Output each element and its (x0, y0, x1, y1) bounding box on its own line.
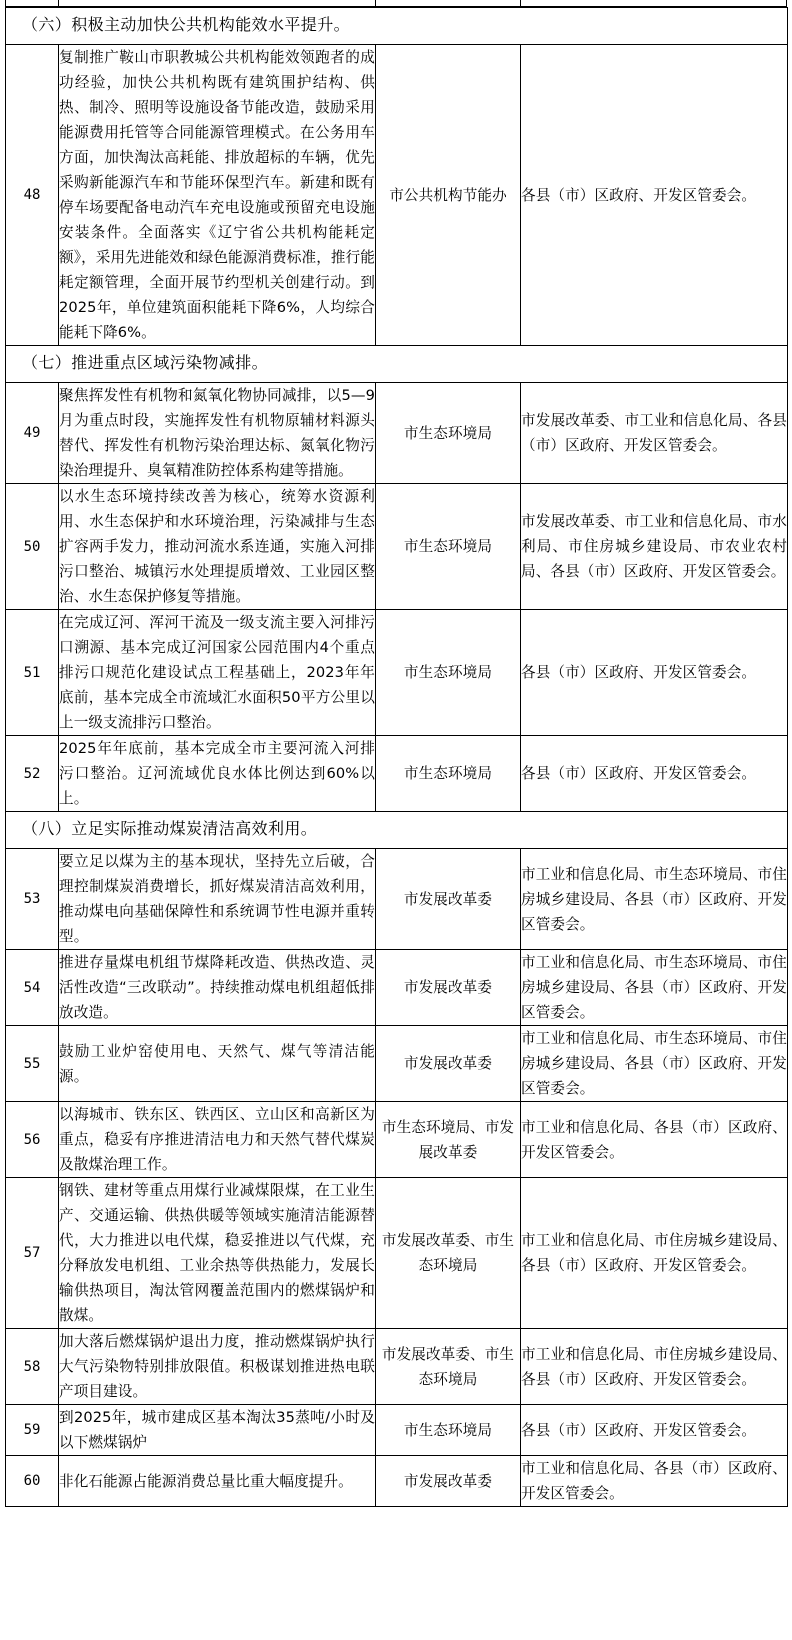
section-title: （七）推进重点区域污染物减排。 (22, 355, 269, 372)
table-row (6, 1026, 788, 1102)
row-number: 48 (6, 45, 59, 346)
table-row (6, 1178, 788, 1329)
table-row (6, 484, 788, 610)
table-row (6, 1405, 788, 1456)
row-task: 以海城市、铁东区、铁西区、立山区和高新区为重点，稳妥有序推进清洁电力和天然气替代煤炭及散煤治理工作。 (59, 1102, 376, 1178)
row-task: 要立足以煤为主的基本现状，坚持先立后破，合理控制煤炭消费增长，抓好煤炭清洁高效利用，推动煤电向基础保障性和系统调节性电源并重转型。 (59, 849, 376, 950)
table-row (6, 1456, 788, 1507)
table-row (6, 1102, 788, 1178)
row-number: 53 (6, 849, 59, 950)
table-row (6, 45, 788, 346)
row-task: 以水生态环境持续改善为核心，统筹水资源利用、水生态保护和水环境治理，污染减排与生态扩容两手发力，推动河流水系连通，实施入河排污口整治、城镇污水处理提质增效、工业园区整治、水生态保护修复等措施。 (59, 484, 376, 610)
row-coop-unit: 各县（市）区政府、开发区管委会。 (521, 1405, 788, 1456)
row-lead-unit: 市生态环境局 (376, 484, 521, 610)
row-task: 非化石能源占能源消费总量比重大幅度提升。 (59, 1456, 376, 1507)
section-header-row (6, 346, 788, 383)
row-coop-unit: 市工业和信息化局、市生态环境局、市住房城乡建设局、各县（市）区政府、开发区管委会。 (521, 950, 788, 1026)
task-table-body (6, 8, 788, 1507)
row-number: 60 (6, 1456, 59, 1507)
row-number: 56 (6, 1102, 59, 1178)
section-title: （八）立足实际推动煤炭清洁高效利用。 (22, 821, 318, 838)
row-number: 54 (6, 950, 59, 1026)
row-coop-unit: 市发展改革委、市工业和信息化局、各县（市）区政府、开发区管委会。 (521, 383, 788, 484)
table-row (6, 1329, 788, 1405)
row-lead-unit: 市发展改革委、市生态环境局 (376, 1178, 521, 1329)
row-lead-unit: 市生态环境局 (376, 736, 521, 812)
row-lead-unit: 市生态环境局、市发展改革委 (376, 1102, 521, 1178)
row-coop-unit: 市工业和信息化局、各县（市）区政府、开发区管委会。 (521, 1456, 788, 1507)
row-coop-unit: 市工业和信息化局、市生态环境局、市住房城乡建设局、各县（市）区政府、开发区管委会。 (521, 1026, 788, 1102)
row-number: 50 (6, 484, 59, 610)
row-lead-unit: 市公共机构节能办 (376, 45, 521, 346)
section-header-cell (6, 812, 788, 849)
row-coop-unit: 市工业和信息化局、各县（市）区政府、开发区管委会。 (521, 1102, 788, 1178)
section-header-cell (6, 346, 788, 383)
row-lead-unit: 市生态环境局 (376, 383, 521, 484)
table-row (6, 383, 788, 484)
section-header-row (6, 812, 788, 849)
row-lead-unit: 市生态环境局 (376, 1405, 521, 1456)
row-number: 49 (6, 383, 59, 484)
row-coop-unit: 市发展改革委、市工业和信息化局、市水利局、市住房城乡建设局、市农业农村局、各县（市）区政府、开发区管委会。 (521, 484, 788, 610)
row-lead-unit: 市发展改革委 (376, 849, 521, 950)
row-lead-unit: 市生态环境局 (376, 610, 521, 736)
row-lead-unit: 市发展改革委 (376, 950, 521, 1026)
row-task: 聚焦挥发性有机物和氮氧化物协同减排，以5—9月为重点时段，实施挥发性有机物原辅材料源头替代、挥发性有机物污染治理达标、氮氧化物污染治理提升、臭氧精准防控体系构建等措施。 (59, 383, 376, 484)
section-title: （六）积极主动加快公共机构能效水平提升。 (22, 17, 351, 34)
row-number: 51 (6, 610, 59, 736)
table-row (6, 950, 788, 1026)
section-header-cell (6, 8, 788, 45)
row-lead-unit: 市发展改革委 (376, 1456, 521, 1507)
row-task: 推进存量煤电机组节煤降耗改造、供热改造、灵活性改造“三改联动”。持续推动煤电机组超低排放改造。 (59, 950, 376, 1026)
row-coop-unit: 市工业和信息化局、市住房城乡建设局、各县（市）区政府、开发区管委会。 (521, 1329, 788, 1405)
clipped-previous-row (5, 0, 787, 7)
row-coop-unit: 各县（市）区政府、开发区管委会。 (521, 45, 788, 346)
row-task: 鼓励工业炉窑使用电、天然气、煤气等清洁能源。 (59, 1026, 376, 1102)
row-coop-unit: 各县（市）区政府、开发区管委会。 (521, 736, 788, 812)
row-task: 到2025年，城市建成区基本淘汰35蒸吨/小时及以下燃煤锅炉 (59, 1405, 376, 1456)
row-coop-unit: 各县（市）区政府、开发区管委会。 (521, 610, 788, 736)
section-header-row (6, 8, 788, 45)
row-coop-unit: 市工业和信息化局、市生态环境局、市住房城乡建设局、各县（市）区政府、开发区管委会。 (521, 849, 788, 950)
row-lead-unit: 市发展改革委、市生态环境局 (376, 1329, 521, 1405)
row-task: 复制推广鞍山市职教城公共机构能效领跑者的成功经验，加快公共机构既有建筑围护结构、供热、制冷、照明等设施设备节能改造，鼓励采用能源费用托管等合同能源管理模式。在公务用车方面，加快淘汰高耗能、排放超标的车辆，优先采购新能源汽车和节能环保型汽车。新建和既有停车场要配备电动汽车充电设施或预留充电设施安装条件。全面落实《辽宁省公共机构能耗定额》，采用先进能效和绿色能源消费标准，推行能耗定额管理，全面开展节约型机关创建行动。到2025年，单位建筑面积能耗下降6%，人均综合能耗下降6%。 (59, 45, 376, 346)
row-lead-unit: 市发展改革委 (376, 1026, 521, 1102)
row-coop-unit: 市工业和信息化局、市住房城乡建设局、各县（市）区政府、开发区管委会。 (521, 1178, 788, 1329)
row-task: 2025年年底前，基本完成全市主要河流入河排污口整治。辽河流域优良水体比例达到60%以上。 (59, 736, 376, 812)
row-task: 钢铁、建材等重点用煤行业减煤限煤，在工业生产、交通运输、供热供暖等领域实施清洁能源替代，大力推进以电代煤，稳妥推进以气代煤，充分释放发电机组、工业余热等供热能力，发展长输供热项目，淘汰管网覆盖范围内的燃煤锅炉和散煤。 (59, 1178, 376, 1329)
task-table (5, 7, 788, 1507)
table-row (6, 736, 788, 812)
row-number: 58 (6, 1329, 59, 1405)
table-row (6, 849, 788, 950)
row-number: 55 (6, 1026, 59, 1102)
row-number: 52 (6, 736, 59, 812)
row-number: 59 (6, 1405, 59, 1456)
row-number: 57 (6, 1178, 59, 1329)
row-task: 在完成辽河、浑河干流及一级支流主要入河排污口溯源、基本完成辽河国家公园范围内4个重点排污口规范化建设试点工程基础上，2023年年底前，基本完成全市流域汇水面积50平方公里以上一级支流排污口整治。 (59, 610, 376, 736)
table-row (6, 610, 788, 736)
row-task: 加大落后燃煤锅炉退出力度，推动燃煤锅炉执行大气污染物特别排放限值。积极谋划推进热电联产项目建设。 (59, 1329, 376, 1405)
